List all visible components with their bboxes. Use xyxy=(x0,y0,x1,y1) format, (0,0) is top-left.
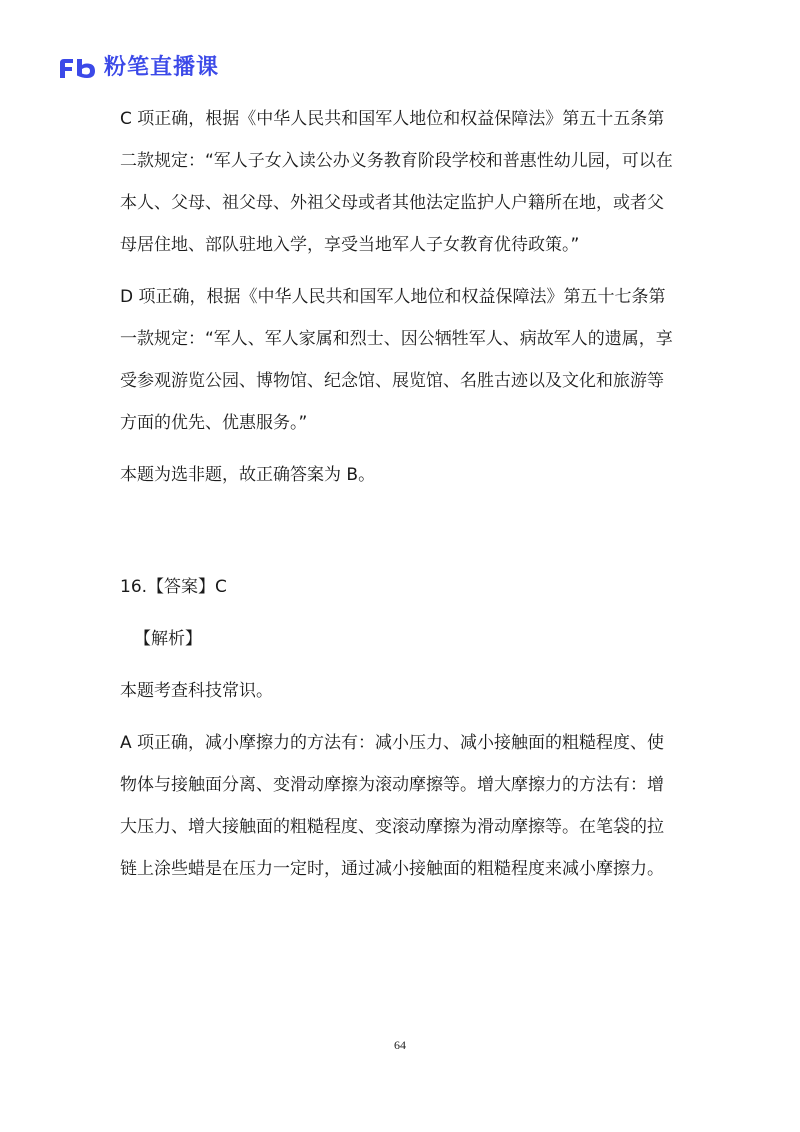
paragraph-conclusion: 本题为选非题，故正确答案为 B。 xyxy=(120,465,376,485)
analysis-heading: 【解析】 xyxy=(134,629,202,649)
document-body xyxy=(120,98,680,890)
page-number: 64 xyxy=(394,1038,406,1052)
paragraph-option-d: D 项正确，根据《中华人民共和国军人地位和权益保障法》第五十七条第一款规定：“军人、军人家属和烈士、因公牺牲军人、病故军人的遗属，享受参观游览公园、博物馆、纪念馆、展览馆、名胜古迹以及文化和旅游等方面的优先、优惠服务。” xyxy=(120,287,673,433)
brand-name: 粉笔直播课 xyxy=(104,55,220,80)
paragraph-topic: 本题考查科技常识。 xyxy=(120,681,273,701)
brand-logo xyxy=(58,52,219,84)
fb-logo-icon xyxy=(58,57,98,79)
question-answer-heading: 16.【答案】C xyxy=(120,577,227,597)
paragraph-option-a: A 项正确，减小摩擦力的方法有：减小压力、减小接触面的粗糙程度、使物体与接触面分离、变滑动摩擦为滚动摩擦等。增大摩擦力的方法有：增大压力、增大接触面的粗糙程度、变滚动摩擦为滑动摩擦等。在笔袋的拉链上涂些蜡是在压力一定时，通过减小接触面的粗糙程度来减小摩擦力。 xyxy=(120,733,665,879)
paragraph-option-c: C 项正确，根据《中华人民共和国军人地位和权益保障法》第五十五条第二款规定：“军人子女入读公办义务教育阶段学校和普惠性幼儿园，可以在本人、父母、祖父母、外祖父母或者其他法定监护人户籍所在地，或者父母居住地、部队驻地入学，享受当地军人子女教育优待政策。” xyxy=(120,109,673,255)
